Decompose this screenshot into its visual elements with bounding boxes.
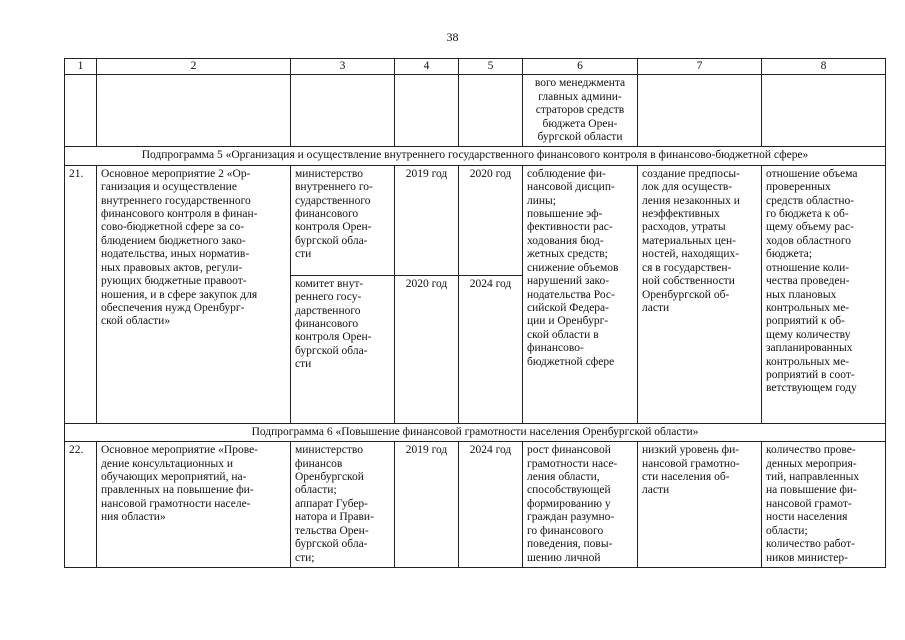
column-header: 6	[523, 59, 638, 75]
column-header: 2	[97, 59, 291, 75]
column-header: 1	[65, 59, 97, 75]
start-year-cell: 2019 год	[395, 165, 459, 275]
column-header: 4	[395, 59, 459, 75]
empty-cell	[638, 75, 762, 147]
row-22	[65, 442, 886, 568]
empty-cell	[65, 75, 97, 147]
indicators-cell: отношение объема проверенных средств областно- го бюджета к об- щему объему рас- ходов областного бюджета; отношение коли- чества проведен- ных плановых контрольных ме- роприятий к об- щему количеству запланированных контрольных ме- роприятий в соот- ветствующем году	[762, 165, 886, 423]
end-year-cell: 2024 год	[459, 275, 523, 423]
column-header: 8	[762, 59, 886, 75]
subprogram-5-row	[65, 147, 886, 165]
empty-cell	[291, 75, 395, 147]
start-year-cell: 2020 год	[395, 275, 459, 423]
start-year-cell: 2019 год	[395, 442, 459, 568]
subprogram-6-title: Подпрограмма 6 «Повышение финансовой грамотности населения Оренбургской области»	[65, 423, 886, 441]
expected-result-cell: соблюдение фи- нансовой дисцип- лины; повышение эф- фективности рас- ходования бюд- жетных средств; снижение объемов нарушений зако- нодательства Рос- сийской Федера- ции и Оренбург- ской области в финансово- бюджетной сфере	[523, 165, 638, 423]
continuation-row	[65, 75, 886, 147]
executor-cell: министерство внутреннего го- сударственного финансового контроля Орен- бургской обла- сти	[291, 165, 395, 275]
end-year-cell: 2020 год	[459, 165, 523, 275]
continued-result-cell: вого менеджмента главных админи- страторов средств бюджета Орен- бургской области	[523, 75, 638, 147]
subprogram-5-title: Подпрограмма 5 «Организация и осуществление внутреннего государственного финансового контроля в финансово-бюджетной сфере»	[65, 147, 886, 165]
page-number: 38	[446, 30, 459, 44]
activity-cell: Основное мероприятие 2 «Ор- ганизация и осуществление внутреннего государственного финансового контроля в финан- сово-бюджетной сфере за со- блюдением бюджетного зако- нодательства, иных норматив- ных правовых актов, регули- рующих бюджетные правоот- ношения, и в сфере закупок для обеспечения нужд Оренбург- ской области»	[97, 165, 291, 423]
program-activities-table	[64, 58, 886, 568]
column-header: 5	[459, 59, 523, 75]
consequences-cell: создание предпосы- лок для осуществ- ления незаконных и неэффективных расходов, утраты материальных цен- ностей, находящих- ся в государствен- ной собственности Оренбургской об- ласти	[638, 165, 762, 423]
empty-cell	[97, 75, 291, 147]
end-year-cell: 2024 год	[459, 442, 523, 568]
empty-cell	[762, 75, 886, 147]
column-header: 7	[638, 59, 762, 75]
executor-cell: комитет внут- реннего госу- дарственного финансового контроля Орен- бургской обла- сти	[291, 275, 395, 423]
column-header-row	[65, 59, 886, 75]
expected-result-cell: рост финансовой грамотности насе- ления области, способствующей формированию у граждан разумно- го финансового поведения, повы- шению личной	[523, 442, 638, 568]
column-header: 3	[291, 59, 395, 75]
row-number: 21.	[65, 165, 97, 423]
activity-cell: Основное мероприятие «Прове- дение консультационных и обучающих мероприятий, на- правленных на повышение фи- нансовой грамотности населе- ния области»	[97, 442, 291, 568]
row-number: 22.	[65, 442, 97, 568]
indicators-cell: количество прове- денных мероприя- тий, направленных на повышение фи- нансовой грамот- ности населения области; количество работ- ников министер-	[762, 442, 886, 568]
empty-cell	[459, 75, 523, 147]
consequences-cell: низкий уровень фи- нансовой грамотно- сти населения об- ласти	[638, 442, 762, 568]
empty-cell	[395, 75, 459, 147]
executor-cell: министерство финансов Оренбургской области; аппарат Губер- натора и Прави- тельства Орен- бургской обла- сти;	[291, 442, 395, 568]
row-21	[65, 165, 886, 275]
subprogram-6-row	[65, 423, 886, 441]
